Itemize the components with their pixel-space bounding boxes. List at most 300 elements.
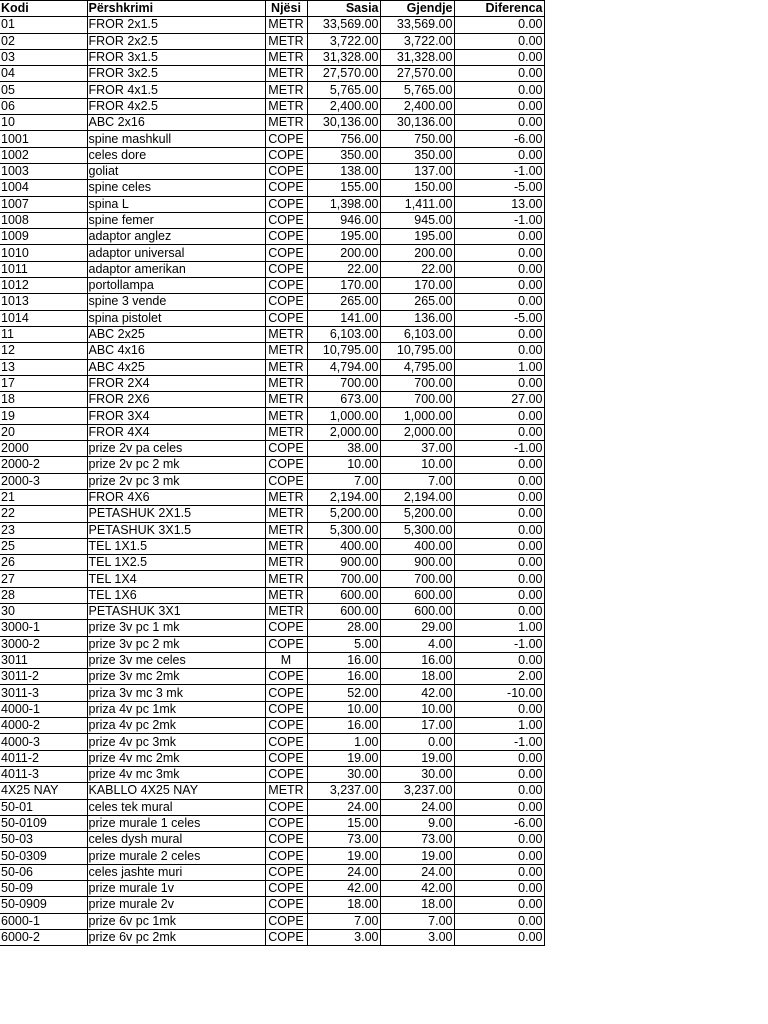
cell-stock: 7.00	[380, 913, 454, 929]
cell-difference: 0.00	[454, 229, 544, 245]
cell-code: 10	[0, 115, 87, 131]
cell-code: 19	[0, 408, 87, 424]
cell-description: spine celes	[87, 180, 265, 196]
cell-code: 1014	[0, 310, 87, 326]
cell-quantity: 30.00	[307, 766, 380, 782]
cell-stock: 5,300.00	[380, 522, 454, 538]
table-row	[0, 815, 544, 831]
table-row	[0, 701, 544, 717]
cell-code: 3011-2	[0, 669, 87, 685]
cell-difference: 0.00	[454, 864, 544, 880]
cell-stock: 200.00	[380, 245, 454, 261]
cell-description: spine mashkull	[87, 131, 265, 147]
cell-code: 12	[0, 343, 87, 359]
table-row	[0, 848, 544, 864]
cell-stock: 195.00	[380, 229, 454, 245]
cell-unit: COPE	[265, 701, 307, 717]
cell-description: prize 6v pc 1mk	[87, 913, 265, 929]
cell-code: 23	[0, 522, 87, 538]
cell-stock: 30,136.00	[380, 115, 454, 131]
cell-quantity: 18.00	[307, 897, 380, 913]
cell-unit: METR	[265, 571, 307, 587]
cell-difference: 0.00	[454, 506, 544, 522]
table-row	[0, 294, 544, 310]
cell-code: 1003	[0, 163, 87, 179]
cell-unit: COPE	[265, 131, 307, 147]
cell-stock: 19.00	[380, 848, 454, 864]
cell-unit: METR	[265, 783, 307, 799]
cell-difference: 0.00	[454, 587, 544, 603]
cell-unit: METR	[265, 115, 307, 131]
cell-quantity: 141.00	[307, 310, 380, 326]
cell-description: adaptor universal	[87, 245, 265, 261]
cell-unit: METR	[265, 66, 307, 82]
cell-description: spine 3 vende	[87, 294, 265, 310]
cell-code: 4011-3	[0, 766, 87, 782]
cell-difference: 0.00	[454, 913, 544, 929]
table-row	[0, 375, 544, 391]
cell-unit: COPE	[265, 864, 307, 880]
table-row	[0, 82, 544, 98]
cell-code: 1004	[0, 180, 87, 196]
cell-quantity: 4,794.00	[307, 359, 380, 375]
header-difference: Diferenca	[454, 1, 544, 17]
cell-description: goliat	[87, 163, 265, 179]
cell-unit: METR	[265, 555, 307, 571]
cell-difference: 0.00	[454, 571, 544, 587]
cell-unit: METR	[265, 98, 307, 114]
cell-stock: 150.00	[380, 180, 454, 196]
cell-code: 4000-3	[0, 734, 87, 750]
table-row	[0, 750, 544, 766]
table-row	[0, 913, 544, 929]
cell-code: 3011	[0, 652, 87, 668]
cell-difference: 1.00	[454, 718, 544, 734]
cell-unit: METR	[265, 489, 307, 505]
cell-code: 22	[0, 506, 87, 522]
cell-quantity: 31,328.00	[307, 49, 380, 65]
cell-stock: 3,722.00	[380, 33, 454, 49]
cell-difference: 27.00	[454, 392, 544, 408]
cell-description: FROR 4X6	[87, 489, 265, 505]
cell-description: celes dore	[87, 147, 265, 163]
cell-stock: 24.00	[380, 799, 454, 815]
cell-unit: METR	[265, 424, 307, 440]
cell-difference: 0.00	[454, 66, 544, 82]
cell-description: prize 2v pc 2 mk	[87, 457, 265, 473]
cell-quantity: 946.00	[307, 212, 380, 228]
cell-difference: 0.00	[454, 603, 544, 619]
cell-stock: 9.00	[380, 815, 454, 831]
cell-difference: 0.00	[454, 555, 544, 571]
cell-quantity: 1,000.00	[307, 408, 380, 424]
cell-quantity: 756.00	[307, 131, 380, 147]
cell-code: 4X25 NAY	[0, 783, 87, 799]
cell-code: 6000-2	[0, 929, 87, 945]
cell-unit: COPE	[265, 766, 307, 782]
cell-code: 4011-2	[0, 750, 87, 766]
cell-unit: METR	[265, 587, 307, 603]
cell-unit: METR	[265, 392, 307, 408]
cell-description: prize 4v mc 2mk	[87, 750, 265, 766]
cell-difference: -1.00	[454, 212, 544, 228]
cell-quantity: 2,194.00	[307, 489, 380, 505]
cell-quantity: 10.00	[307, 457, 380, 473]
cell-description: spina L	[87, 196, 265, 212]
cell-stock: 16.00	[380, 652, 454, 668]
cell-unit: COPE	[265, 881, 307, 897]
cell-unit: METR	[265, 82, 307, 98]
cell-code: 05	[0, 82, 87, 98]
cell-difference: 0.00	[454, 929, 544, 945]
cell-description: FROR 4x2.5	[87, 98, 265, 114]
cell-code: 2000	[0, 441, 87, 457]
table-row	[0, 212, 544, 228]
cell-unit: METR	[265, 522, 307, 538]
cell-difference: 0.00	[454, 115, 544, 131]
table-row	[0, 766, 544, 782]
table-row	[0, 538, 544, 554]
table-row	[0, 571, 544, 587]
cell-stock: 136.00	[380, 310, 454, 326]
table-row	[0, 929, 544, 945]
cell-description: priza 4v pc 2mk	[87, 718, 265, 734]
cell-code: 13	[0, 359, 87, 375]
cell-unit: M	[265, 652, 307, 668]
cell-stock: 10,795.00	[380, 343, 454, 359]
table-row	[0, 457, 544, 473]
cell-quantity: 2,400.00	[307, 98, 380, 114]
cell-unit: COPE	[265, 734, 307, 750]
cell-difference: -10.00	[454, 685, 544, 701]
cell-code: 3000-1	[0, 620, 87, 636]
cell-difference: -6.00	[454, 131, 544, 147]
cell-quantity: 7.00	[307, 913, 380, 929]
table-row	[0, 685, 544, 701]
cell-description: celes jashte muri	[87, 864, 265, 880]
cell-quantity: 2,000.00	[307, 424, 380, 440]
cell-unit: METR	[265, 408, 307, 424]
cell-unit: COPE	[265, 441, 307, 457]
cell-stock: 17.00	[380, 718, 454, 734]
cell-description: FROR 3x1.5	[87, 49, 265, 65]
cell-difference: 0.00	[454, 408, 544, 424]
cell-code: 50-0909	[0, 897, 87, 913]
cell-unit: METR	[265, 375, 307, 391]
cell-description: prize 3v pc 1 mk	[87, 620, 265, 636]
cell-description: prize murale 1v	[87, 881, 265, 897]
cell-description: FROR 3X4	[87, 408, 265, 424]
cell-stock: 31,328.00	[380, 49, 454, 65]
cell-unit: COPE	[265, 196, 307, 212]
cell-quantity: 16.00	[307, 652, 380, 668]
table-row	[0, 408, 544, 424]
cell-description: portollampa	[87, 278, 265, 294]
header-stock: Gjendje	[380, 1, 454, 17]
cell-code: 27	[0, 571, 87, 587]
cell-description: spine femer	[87, 212, 265, 228]
cell-code: 50-06	[0, 864, 87, 880]
table-row	[0, 506, 544, 522]
cell-stock: 1,000.00	[380, 408, 454, 424]
cell-description: celes dysh mural	[87, 832, 265, 848]
table-row	[0, 587, 544, 603]
cell-description: FROR 2x2.5	[87, 33, 265, 49]
cell-description: TEL 1X4	[87, 571, 265, 587]
cell-code: 1010	[0, 245, 87, 261]
table-row	[0, 163, 544, 179]
cell-stock: 42.00	[380, 685, 454, 701]
cell-unit: COPE	[265, 897, 307, 913]
cell-difference: 0.00	[454, 897, 544, 913]
table-row	[0, 33, 544, 49]
cell-difference: 0.00	[454, 701, 544, 717]
cell-unit: COPE	[265, 245, 307, 261]
cell-code: 01	[0, 17, 87, 33]
cell-code: 1012	[0, 278, 87, 294]
cell-description: ABC 4x25	[87, 359, 265, 375]
cell-code: 4000-2	[0, 718, 87, 734]
cell-unit: COPE	[265, 832, 307, 848]
cell-code: 50-01	[0, 799, 87, 815]
cell-difference: 0.00	[454, 750, 544, 766]
cell-code: 06	[0, 98, 87, 114]
cell-unit: COPE	[265, 669, 307, 685]
cell-description: prize murale 2v	[87, 897, 265, 913]
cell-difference: 0.00	[454, 832, 544, 848]
cell-stock: 33,569.00	[380, 17, 454, 33]
cell-description: prize murale 1 celes	[87, 815, 265, 831]
cell-code: 1008	[0, 212, 87, 228]
cell-stock: 350.00	[380, 147, 454, 163]
cell-code: 04	[0, 66, 87, 82]
table-row	[0, 310, 544, 326]
cell-quantity: 30,136.00	[307, 115, 380, 131]
cell-description: PETASHUK 3X1	[87, 603, 265, 619]
cell-difference: 0.00	[454, 766, 544, 782]
cell-code: 1001	[0, 131, 87, 147]
cell-stock: 700.00	[380, 392, 454, 408]
cell-code: 17	[0, 375, 87, 391]
cell-difference: -5.00	[454, 180, 544, 196]
cell-quantity: 15.00	[307, 815, 380, 831]
cell-quantity: 19.00	[307, 848, 380, 864]
table-row	[0, 783, 544, 799]
cell-unit: METR	[265, 603, 307, 619]
table-row	[0, 392, 544, 408]
cell-description: adaptor anglez	[87, 229, 265, 245]
table-row	[0, 669, 544, 685]
table-row	[0, 734, 544, 750]
cell-code: 11	[0, 326, 87, 342]
table-row	[0, 359, 544, 375]
cell-difference: 0.00	[454, 343, 544, 359]
cell-description: TEL 1X6	[87, 587, 265, 603]
cell-stock: 29.00	[380, 620, 454, 636]
cell-stock: 27,570.00	[380, 66, 454, 82]
cell-unit: METR	[265, 506, 307, 522]
cell-difference: 0.00	[454, 473, 544, 489]
cell-quantity: 1,398.00	[307, 196, 380, 212]
cell-quantity: 5.00	[307, 636, 380, 652]
cell-code: 2000-3	[0, 473, 87, 489]
cell-quantity: 195.00	[307, 229, 380, 245]
cell-difference: 0.00	[454, 881, 544, 897]
cell-code: 03	[0, 49, 87, 65]
cell-code: 3000-2	[0, 636, 87, 652]
cell-quantity: 52.00	[307, 685, 380, 701]
cell-quantity: 27,570.00	[307, 66, 380, 82]
cell-code: 50-03	[0, 832, 87, 848]
cell-quantity: 24.00	[307, 864, 380, 880]
cell-description: prize 2v pc 3 mk	[87, 473, 265, 489]
table-row	[0, 832, 544, 848]
cell-description: FROR 3x2.5	[87, 66, 265, 82]
table-row	[0, 799, 544, 815]
table-row	[0, 473, 544, 489]
cell-difference: 0.00	[454, 326, 544, 342]
cell-unit: COPE	[265, 457, 307, 473]
cell-quantity: 5,200.00	[307, 506, 380, 522]
cell-description: TEL 1X1.5	[87, 538, 265, 554]
cell-description: prize 2v pa celes	[87, 441, 265, 457]
cell-unit: METR	[265, 538, 307, 554]
cell-difference: 0.00	[454, 33, 544, 49]
table-row	[0, 115, 544, 131]
cell-difference: -6.00	[454, 815, 544, 831]
cell-stock: 600.00	[380, 603, 454, 619]
cell-quantity: 1.00	[307, 734, 380, 750]
cell-unit: COPE	[265, 294, 307, 310]
table-row	[0, 98, 544, 114]
cell-stock: 5,200.00	[380, 506, 454, 522]
cell-difference: 2.00	[454, 669, 544, 685]
cell-description: FROR 2X4	[87, 375, 265, 391]
cell-code: 20	[0, 424, 87, 440]
cell-stock: 900.00	[380, 555, 454, 571]
header-row	[0, 1, 544, 17]
cell-unit: COPE	[265, 229, 307, 245]
cell-code: 25	[0, 538, 87, 554]
cell-difference: 0.00	[454, 147, 544, 163]
table-row	[0, 522, 544, 538]
cell-quantity: 38.00	[307, 441, 380, 457]
cell-code: 1009	[0, 229, 87, 245]
cell-quantity: 19.00	[307, 750, 380, 766]
cell-quantity: 350.00	[307, 147, 380, 163]
header-description: Përshkrimi	[87, 1, 265, 17]
cell-stock: 19.00	[380, 750, 454, 766]
cell-difference: 0.00	[454, 17, 544, 33]
cell-code: 4000-1	[0, 701, 87, 717]
cell-code: 50-0109	[0, 815, 87, 831]
cell-difference: 0.00	[454, 98, 544, 114]
cell-difference: 0.00	[454, 294, 544, 310]
cell-unit: METR	[265, 343, 307, 359]
table-row	[0, 326, 544, 342]
cell-stock: 265.00	[380, 294, 454, 310]
cell-quantity: 3.00	[307, 929, 380, 945]
cell-description: ABC 2x25	[87, 326, 265, 342]
cell-unit: METR	[265, 359, 307, 375]
cell-quantity: 600.00	[307, 603, 380, 619]
cell-difference: 0.00	[454, 522, 544, 538]
cell-difference: 0.00	[454, 457, 544, 473]
table-row	[0, 636, 544, 652]
table-row	[0, 603, 544, 619]
cell-difference: 13.00	[454, 196, 544, 212]
cell-stock: 0.00	[380, 734, 454, 750]
cell-unit: COPE	[265, 261, 307, 277]
cell-unit: COPE	[265, 913, 307, 929]
table-row	[0, 441, 544, 457]
cell-code: 50-0309	[0, 848, 87, 864]
cell-unit: COPE	[265, 685, 307, 701]
cell-quantity: 265.00	[307, 294, 380, 310]
table-row	[0, 424, 544, 440]
table-row	[0, 131, 544, 147]
cell-unit: COPE	[265, 799, 307, 815]
cell-difference: -1.00	[454, 163, 544, 179]
cell-quantity: 400.00	[307, 538, 380, 554]
cell-difference: 0.00	[454, 538, 544, 554]
cell-code: 50-09	[0, 881, 87, 897]
cell-description: ABC 4x16	[87, 343, 265, 359]
cell-unit: COPE	[265, 929, 307, 945]
cell-description: celes tek mural	[87, 799, 265, 815]
cell-stock: 7.00	[380, 473, 454, 489]
cell-stock: 2,000.00	[380, 424, 454, 440]
cell-difference: 0.00	[454, 261, 544, 277]
cell-stock: 18.00	[380, 669, 454, 685]
table-row	[0, 261, 544, 277]
cell-unit: COPE	[265, 180, 307, 196]
cell-description: FROR 4X4	[87, 424, 265, 440]
cell-description: prize 3v me celes	[87, 652, 265, 668]
cell-description: prize 3v pc 2 mk	[87, 636, 265, 652]
cell-quantity: 900.00	[307, 555, 380, 571]
cell-stock: 400.00	[380, 538, 454, 554]
cell-quantity: 673.00	[307, 392, 380, 408]
cell-description: adaptor amerikan	[87, 261, 265, 277]
cell-difference: 0.00	[454, 848, 544, 864]
cell-stock: 945.00	[380, 212, 454, 228]
table-row	[0, 147, 544, 163]
cell-stock: 30.00	[380, 766, 454, 782]
cell-stock: 10.00	[380, 701, 454, 717]
cell-quantity: 16.00	[307, 669, 380, 685]
cell-stock: 2,400.00	[380, 98, 454, 114]
cell-stock: 73.00	[380, 832, 454, 848]
cell-unit: COPE	[265, 718, 307, 734]
cell-code: 6000-1	[0, 913, 87, 929]
cell-quantity: 600.00	[307, 587, 380, 603]
cell-quantity: 5,765.00	[307, 82, 380, 98]
cell-unit: METR	[265, 17, 307, 33]
cell-quantity: 16.00	[307, 718, 380, 734]
cell-code: 1011	[0, 261, 87, 277]
cell-stock: 170.00	[380, 278, 454, 294]
header-unit: Njësi	[265, 1, 307, 17]
cell-code: 28	[0, 587, 87, 603]
cell-difference: 0.00	[454, 489, 544, 505]
cell-stock: 2,194.00	[380, 489, 454, 505]
header-code: Kodi	[0, 1, 87, 17]
cell-quantity: 170.00	[307, 278, 380, 294]
cell-stock: 5,765.00	[380, 82, 454, 98]
table-row	[0, 555, 544, 571]
cell-stock: 4,795.00	[380, 359, 454, 375]
